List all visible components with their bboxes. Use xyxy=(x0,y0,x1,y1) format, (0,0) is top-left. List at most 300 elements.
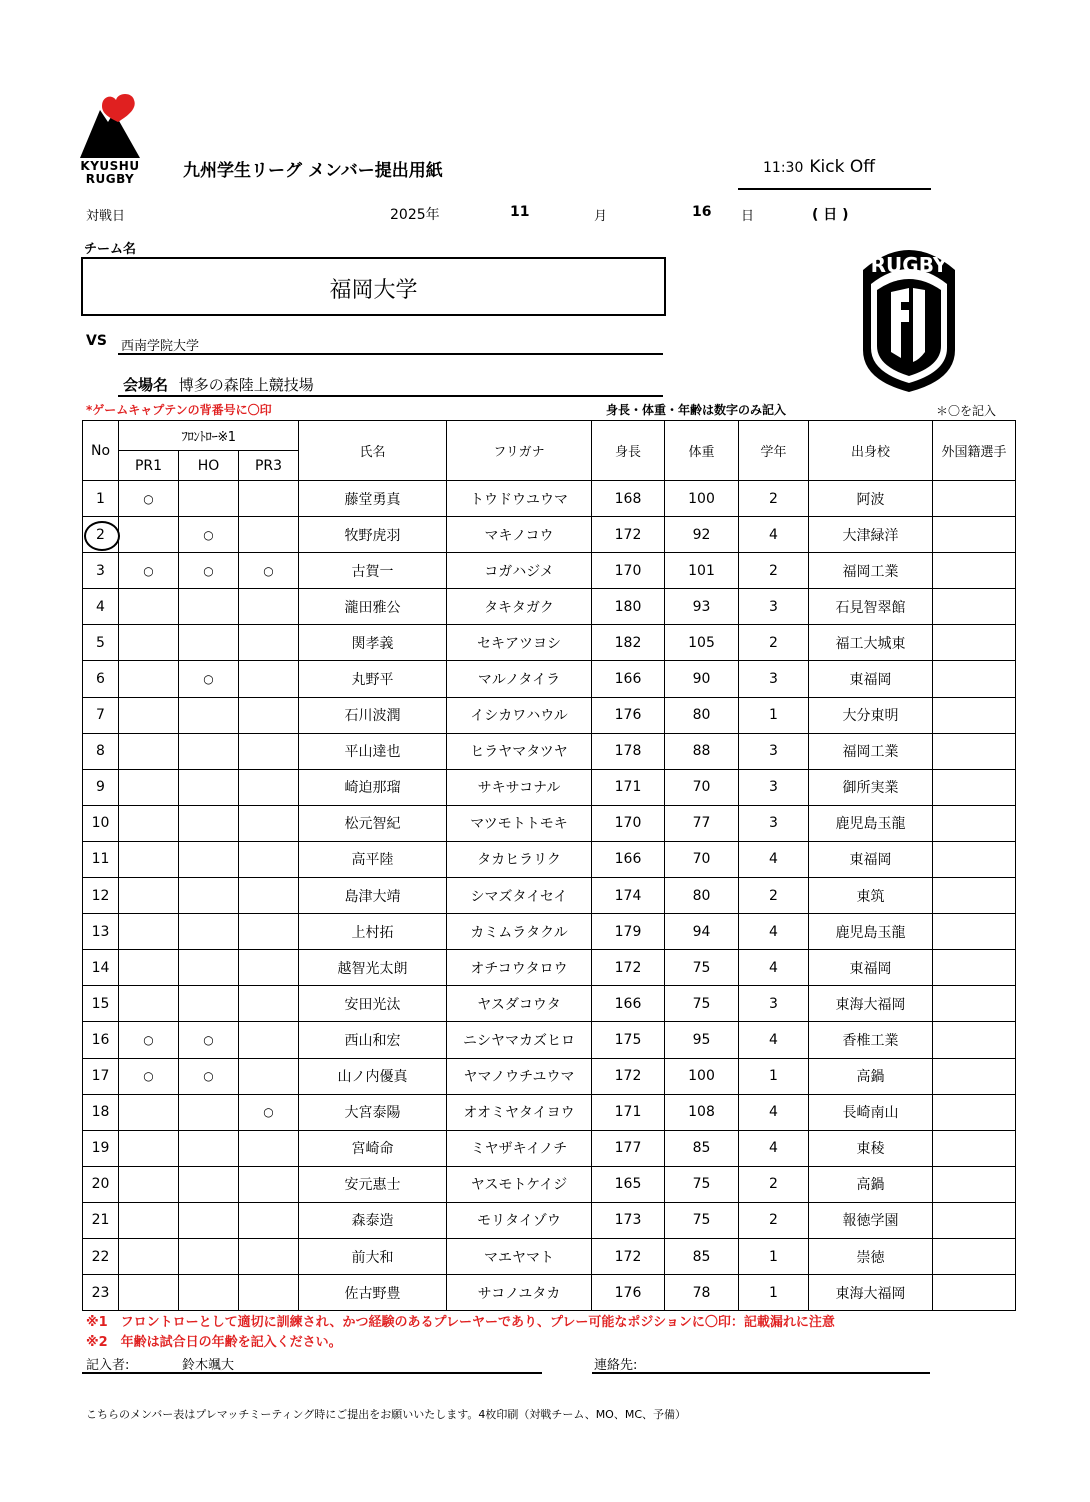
cell-no xyxy=(83,625,119,661)
cell-school: 東筑 xyxy=(809,878,933,914)
cell-furigana: ヤスモトケイジ xyxy=(447,1166,592,1202)
opponent-underline xyxy=(118,353,663,355)
cell-pr3 xyxy=(239,517,299,553)
cell-pr3: ○ xyxy=(239,553,299,589)
footer-note: こちらのメンバー表はプレマッチミーティング時にご提出をお願いいたします。4枚印刷（対戦チーム、MO、MC、予備） xyxy=(86,1408,687,1421)
header-foreign: 外国籍選手 xyxy=(933,421,1016,481)
cell-school: 崇徳 xyxy=(809,1238,933,1274)
cell-grade: 4 xyxy=(739,841,809,877)
cell-no xyxy=(83,517,119,553)
cell-weight: 70 xyxy=(665,841,739,877)
cell-school: 阿波 xyxy=(809,481,933,517)
cell-pr3 xyxy=(239,914,299,950)
cell-grade: 4 xyxy=(739,1022,809,1058)
table-row xyxy=(83,841,1016,877)
cell-foreign xyxy=(933,1130,1016,1166)
cell-height: 176 xyxy=(592,1275,665,1311)
venue-underline xyxy=(118,395,663,397)
cell-height: 172 xyxy=(592,950,665,986)
cell-ho xyxy=(179,625,239,661)
cell-pr1 xyxy=(119,1275,179,1311)
cell-pr1: ○ xyxy=(119,553,179,589)
cell-grade: 1 xyxy=(739,1238,809,1274)
header-pr3: PR3 xyxy=(239,451,299,481)
captain-circle-icon xyxy=(84,521,120,551)
cell-school: 東海大福岡 xyxy=(809,1275,933,1311)
player-number: 19 xyxy=(91,1140,110,1157)
header-school: 出身校 xyxy=(809,421,933,481)
cell-no xyxy=(83,878,119,914)
cell-school: 大分東明 xyxy=(809,697,933,733)
table-row xyxy=(83,1058,1016,1094)
cell-furigana: ニシヤマカズヒロ xyxy=(447,1022,592,1058)
cell-height: 166 xyxy=(592,841,665,877)
cell-no xyxy=(83,589,119,625)
cell-pr1 xyxy=(119,1238,179,1274)
cell-height: 182 xyxy=(592,625,665,661)
cell-school: 福岡工業 xyxy=(809,733,933,769)
cell-ho: ○ xyxy=(179,661,239,697)
cell-pr1 xyxy=(119,841,179,877)
cell-foreign xyxy=(933,914,1016,950)
cell-weight: 78 xyxy=(665,1275,739,1311)
cell-pr1 xyxy=(119,517,179,553)
cell-grade: 1 xyxy=(739,1275,809,1311)
player-number: 7 xyxy=(96,707,105,724)
cell-pr1 xyxy=(119,733,179,769)
cell-name: 丸野平 xyxy=(299,661,447,697)
header-no: No xyxy=(83,421,119,481)
cell-no xyxy=(83,1166,119,1202)
cell-school: 東海大福岡 xyxy=(809,986,933,1022)
cell-pr3 xyxy=(239,1238,299,1274)
cell-name: 古賀一 xyxy=(299,553,447,589)
cell-pr3 xyxy=(239,661,299,697)
cell-ho: ○ xyxy=(179,1022,239,1058)
cell-furigana: タカヒラリク xyxy=(447,841,592,877)
cell-pr3 xyxy=(239,878,299,914)
year-value: 2025年 xyxy=(390,207,440,223)
cell-weight: 100 xyxy=(665,1058,739,1094)
cell-weight: 85 xyxy=(665,1238,739,1274)
cell-furigana: ヒラヤマタツヤ xyxy=(447,733,592,769)
cell-school: 長崎南山 xyxy=(809,1094,933,1130)
header-pr1: PR1 xyxy=(119,451,179,481)
cell-no xyxy=(83,481,119,517)
cell-school: 高鍋 xyxy=(809,1058,933,1094)
cell-school: 鹿児島玉龍 xyxy=(809,914,933,950)
cell-name: 安元惠士 xyxy=(299,1166,447,1202)
cell-name: 森泰造 xyxy=(299,1202,447,1238)
cell-name: 西山和宏 xyxy=(299,1022,447,1058)
cell-no xyxy=(83,1130,119,1166)
cell-school: 石見智翠館 xyxy=(809,589,933,625)
cell-weight: 75 xyxy=(665,1202,739,1238)
cell-weight: 70 xyxy=(665,769,739,805)
cell-furigana: ヤスダコウタ xyxy=(447,986,592,1022)
cell-pr3 xyxy=(239,1022,299,1058)
cell-weight: 88 xyxy=(665,733,739,769)
cell-ho xyxy=(179,1166,239,1202)
cell-name: 崎迫那瑠 xyxy=(299,769,447,805)
contact-underline xyxy=(592,1372,930,1374)
cell-grade: 1 xyxy=(739,1058,809,1094)
cell-pr1 xyxy=(119,697,179,733)
cell-name: 前大和 xyxy=(299,1238,447,1274)
cell-no xyxy=(83,733,119,769)
cell-furigana: サキサコナル xyxy=(447,769,592,805)
table-row xyxy=(83,769,1016,805)
cell-pr1 xyxy=(119,661,179,697)
day-unit: 日 xyxy=(741,209,755,224)
cell-no xyxy=(83,553,119,589)
table-row xyxy=(83,661,1016,697)
cell-grade: 3 xyxy=(739,661,809,697)
cell-name: 瀧田雅公 xyxy=(299,589,447,625)
cell-foreign xyxy=(933,950,1016,986)
month-value: 11 xyxy=(510,204,530,220)
cell-height: 170 xyxy=(592,805,665,841)
cell-grade: 1 xyxy=(739,697,809,733)
cell-foreign xyxy=(933,553,1016,589)
player-number: 13 xyxy=(91,923,110,940)
cell-name: 佐古野豊 xyxy=(299,1275,447,1311)
team-name-box xyxy=(81,257,666,316)
cell-furigana: カミムラタクル xyxy=(447,914,592,950)
cell-no xyxy=(83,1058,119,1094)
cell-weight: 90 xyxy=(665,661,739,697)
cell-pr1 xyxy=(119,1094,179,1130)
form-title: 九州学生リーグ メンバー提出用紙 xyxy=(183,161,443,181)
cell-pr1 xyxy=(119,1130,179,1166)
cell-no xyxy=(83,914,119,950)
table-row xyxy=(83,625,1016,661)
cell-grade: 3 xyxy=(739,733,809,769)
cell-weight: 80 xyxy=(665,697,739,733)
player-number: 20 xyxy=(91,1176,110,1193)
kickoff-label: Kick Off xyxy=(809,157,875,177)
cell-ho xyxy=(179,986,239,1022)
cell-ho xyxy=(179,950,239,986)
cell-height: 165 xyxy=(592,1166,665,1202)
day-value: 16 xyxy=(692,204,712,220)
cell-school: 香椎工業 xyxy=(809,1022,933,1058)
table-row xyxy=(83,1094,1016,1130)
cell-grade: 2 xyxy=(739,878,809,914)
cell-no xyxy=(83,1094,119,1130)
cell-pr1 xyxy=(119,878,179,914)
cell-name: 山ノ内優真 xyxy=(299,1058,447,1094)
cell-furigana: コガハジメ xyxy=(447,553,592,589)
cell-pr3 xyxy=(239,481,299,517)
cell-ho xyxy=(179,481,239,517)
cell-furigana: モリタイゾウ xyxy=(447,1202,592,1238)
cell-name: 平山達也 xyxy=(299,733,447,769)
cell-foreign xyxy=(933,1094,1016,1130)
kickoff-time: 11:30 xyxy=(763,160,804,176)
table-row xyxy=(83,805,1016,841)
cell-school: 福岡工業 xyxy=(809,553,933,589)
venue-label: 会場名 xyxy=(123,376,169,394)
table-row xyxy=(83,1130,1016,1166)
cell-ho xyxy=(179,1202,239,1238)
recorder-label: 記入者: xyxy=(86,1358,130,1373)
header-name: 氏名 xyxy=(299,421,447,481)
cell-pr3 xyxy=(239,769,299,805)
cell-pr1 xyxy=(119,914,179,950)
cell-foreign xyxy=(933,878,1016,914)
cell-pr3: ○ xyxy=(239,1094,299,1130)
cell-pr3 xyxy=(239,1202,299,1238)
cell-furigana: ミヤザキイノチ xyxy=(447,1130,592,1166)
cell-pr3 xyxy=(239,841,299,877)
cell-name: 高平陸 xyxy=(299,841,447,877)
cell-height: 173 xyxy=(592,1202,665,1238)
cell-foreign xyxy=(933,733,1016,769)
cell-pr1: ○ xyxy=(119,1058,179,1094)
player-number: 18 xyxy=(91,1104,110,1121)
table-row xyxy=(83,697,1016,733)
opponent-name: 西南学院大学 xyxy=(121,339,200,354)
header-grade: 学年 xyxy=(739,421,809,481)
table-row xyxy=(83,553,1016,589)
cell-grade: 4 xyxy=(739,517,809,553)
cell-school: 報徳学園 xyxy=(809,1202,933,1238)
cell-height: 170 xyxy=(592,553,665,589)
cell-foreign xyxy=(933,1202,1016,1238)
cell-pr1: ○ xyxy=(119,1022,179,1058)
cell-name: 牧野虎羽 xyxy=(299,517,447,553)
header-front-row: ﾌﾛﾝﾄﾛｰ※1 xyxy=(119,421,299,451)
cell-ho xyxy=(179,805,239,841)
cell-grade: 2 xyxy=(739,481,809,517)
cell-ho xyxy=(179,1130,239,1166)
fu-logo-text: RUGBY xyxy=(870,253,948,277)
cell-grade: 3 xyxy=(739,805,809,841)
cell-grade: 4 xyxy=(739,914,809,950)
cell-name: 島津大靖 xyxy=(299,878,447,914)
player-number: 14 xyxy=(91,959,110,976)
cell-pr1 xyxy=(119,589,179,625)
table-row xyxy=(83,517,1016,553)
cell-no xyxy=(83,1275,119,1311)
recorder-name: 鈴木颯大 xyxy=(182,1358,235,1373)
cell-height: 166 xyxy=(592,986,665,1022)
date-label: 対戦日 xyxy=(86,209,126,224)
cell-height: 171 xyxy=(592,769,665,805)
cell-school: 鹿児島玉龍 xyxy=(809,805,933,841)
cell-weight: 75 xyxy=(665,986,739,1022)
cell-ho xyxy=(179,769,239,805)
cell-furigana: オオミヤタイヨウ xyxy=(447,1094,592,1130)
cell-foreign xyxy=(933,589,1016,625)
cell-grade: 4 xyxy=(739,1130,809,1166)
table-row xyxy=(83,1166,1016,1202)
cell-furigana: シマズタイセイ xyxy=(447,878,592,914)
cell-school: 東福岡 xyxy=(809,841,933,877)
cell-pr3 xyxy=(239,733,299,769)
player-number: 6 xyxy=(96,671,105,688)
cell-name: 宮崎命 xyxy=(299,1130,447,1166)
cell-no xyxy=(83,986,119,1022)
captain-note: *ゲームキャプテンの背番号に〇印 xyxy=(86,403,272,417)
cell-height: 166 xyxy=(592,661,665,697)
cell-weight: 105 xyxy=(665,625,739,661)
cell-foreign xyxy=(933,697,1016,733)
cell-height: 177 xyxy=(592,1130,665,1166)
header-furigana: フリガナ xyxy=(447,421,592,481)
cell-grade: 3 xyxy=(739,986,809,1022)
cell-weight: 94 xyxy=(665,914,739,950)
cell-ho xyxy=(179,733,239,769)
cell-ho xyxy=(179,1094,239,1130)
cell-height: 176 xyxy=(592,697,665,733)
cell-weight: 92 xyxy=(665,517,739,553)
cell-no xyxy=(83,805,119,841)
recorder-underline xyxy=(82,1372,542,1374)
cell-name: 関孝義 xyxy=(299,625,447,661)
cell-ho xyxy=(179,841,239,877)
cell-grade: 4 xyxy=(739,950,809,986)
fukuoka-university-rugby-logo xyxy=(855,240,963,395)
cell-ho xyxy=(179,1275,239,1311)
cell-weight: 75 xyxy=(665,1166,739,1202)
player-number: 16 xyxy=(91,1031,110,1048)
cell-school: 御所実業 xyxy=(809,769,933,805)
cell-weight: 85 xyxy=(665,1130,739,1166)
player-number: 23 xyxy=(91,1284,110,1301)
cell-pr3 xyxy=(239,1275,299,1311)
cell-pr3 xyxy=(239,1130,299,1166)
cell-school: 東稜 xyxy=(809,1130,933,1166)
cell-pr1 xyxy=(119,769,179,805)
player-number: 3 xyxy=(96,562,105,579)
circle-note: ＊〇を記入 xyxy=(936,404,997,418)
cell-pr3 xyxy=(239,697,299,733)
cell-foreign xyxy=(933,805,1016,841)
cell-furigana: セキアツヨシ xyxy=(447,625,592,661)
cell-no xyxy=(83,950,119,986)
venue-name: 博多の森陸上競技場 xyxy=(178,376,314,394)
cell-weight: 80 xyxy=(665,878,739,914)
cell-no xyxy=(83,1022,119,1058)
header-ho: HO xyxy=(179,451,239,481)
cell-height: 172 xyxy=(592,1238,665,1274)
cell-pr1 xyxy=(119,805,179,841)
numbers-note: 身長・体重・年齢は数字のみ記入 xyxy=(606,403,787,417)
cell-foreign xyxy=(933,517,1016,553)
cell-name: 上村拓 xyxy=(299,914,447,950)
player-number: 4 xyxy=(96,598,105,615)
cell-grade: 2 xyxy=(739,553,809,589)
cell-weight: 93 xyxy=(665,589,739,625)
table-row xyxy=(83,914,1016,950)
player-number: 1 xyxy=(96,490,105,507)
cell-height: 174 xyxy=(592,878,665,914)
cell-name: 越智光太朗 xyxy=(299,950,447,986)
table-row xyxy=(83,878,1016,914)
cell-ho: ○ xyxy=(179,1058,239,1094)
cell-ho xyxy=(179,589,239,625)
cell-ho xyxy=(179,1238,239,1274)
player-number: 21 xyxy=(91,1212,110,1229)
venue-row xyxy=(123,374,314,395)
cell-pr3 xyxy=(239,589,299,625)
cell-pr1 xyxy=(119,986,179,1022)
cell-weight: 100 xyxy=(665,481,739,517)
member-rows xyxy=(83,481,1016,1311)
kickoff-underline xyxy=(738,188,931,190)
cell-pr3 xyxy=(239,625,299,661)
vs-label: VS xyxy=(86,333,107,349)
cell-furigana: マキノコウ xyxy=(447,517,592,553)
table-row xyxy=(83,1022,1016,1058)
cell-pr1 xyxy=(119,1166,179,1202)
cell-name: 大宮泰陽 xyxy=(299,1094,447,1130)
weekday-value: ( 日 ) xyxy=(812,207,849,223)
cell-weight: 95 xyxy=(665,1022,739,1058)
player-number: 22 xyxy=(91,1248,110,1265)
player-number: 8 xyxy=(96,743,105,760)
cell-height: 172 xyxy=(592,1058,665,1094)
cell-furigana: オチコウタロウ xyxy=(447,950,592,986)
cell-height: 179 xyxy=(592,914,665,950)
cell-grade: 3 xyxy=(739,769,809,805)
month-unit: 月 xyxy=(594,209,608,224)
cell-no xyxy=(83,769,119,805)
player-number: 9 xyxy=(96,779,105,796)
cell-weight: 77 xyxy=(665,805,739,841)
cell-foreign xyxy=(933,769,1016,805)
cell-furigana: イシカワハウル xyxy=(447,697,592,733)
cell-grade: 4 xyxy=(739,1094,809,1130)
cell-foreign xyxy=(933,841,1016,877)
cell-pr3 xyxy=(239,950,299,986)
logo-text: KYUSHU RUGBY xyxy=(80,159,140,186)
cell-no xyxy=(83,661,119,697)
footnote-1: ※1 フロントローとして適切に訓練され、かつ経験のあるプレーヤーであり、プレー可能なポジションに〇印：記載漏れに注意 xyxy=(86,1315,835,1330)
cell-pr1 xyxy=(119,950,179,986)
cell-furigana: マエヤマト xyxy=(447,1238,592,1274)
player-number: 17 xyxy=(91,1068,110,1085)
cell-ho xyxy=(179,697,239,733)
cell-furigana: マツモトトモキ xyxy=(447,805,592,841)
cell-height: 171 xyxy=(592,1094,665,1130)
cell-weight: 108 xyxy=(665,1094,739,1130)
cell-pr1 xyxy=(119,625,179,661)
cell-school: 東福岡 xyxy=(809,950,933,986)
cell-height: 178 xyxy=(592,733,665,769)
player-number: 10 xyxy=(91,815,110,832)
cell-name: 松元智紀 xyxy=(299,805,447,841)
cell-grade: 2 xyxy=(739,625,809,661)
cell-furigana: マルノタイラ xyxy=(447,661,592,697)
cell-foreign xyxy=(933,1238,1016,1274)
cell-no xyxy=(83,841,119,877)
cell-pr3 xyxy=(239,986,299,1022)
cell-foreign xyxy=(933,1166,1016,1202)
cell-foreign xyxy=(933,986,1016,1022)
cell-weight: 101 xyxy=(665,553,739,589)
table-row xyxy=(83,986,1016,1022)
cell-pr1 xyxy=(119,1202,179,1238)
team-name: 福岡大学 xyxy=(329,278,418,303)
table-row xyxy=(83,950,1016,986)
cell-school: 東福岡 xyxy=(809,661,933,697)
cell-grade: 3 xyxy=(739,589,809,625)
cell-height: 168 xyxy=(592,481,665,517)
cell-no xyxy=(83,697,119,733)
